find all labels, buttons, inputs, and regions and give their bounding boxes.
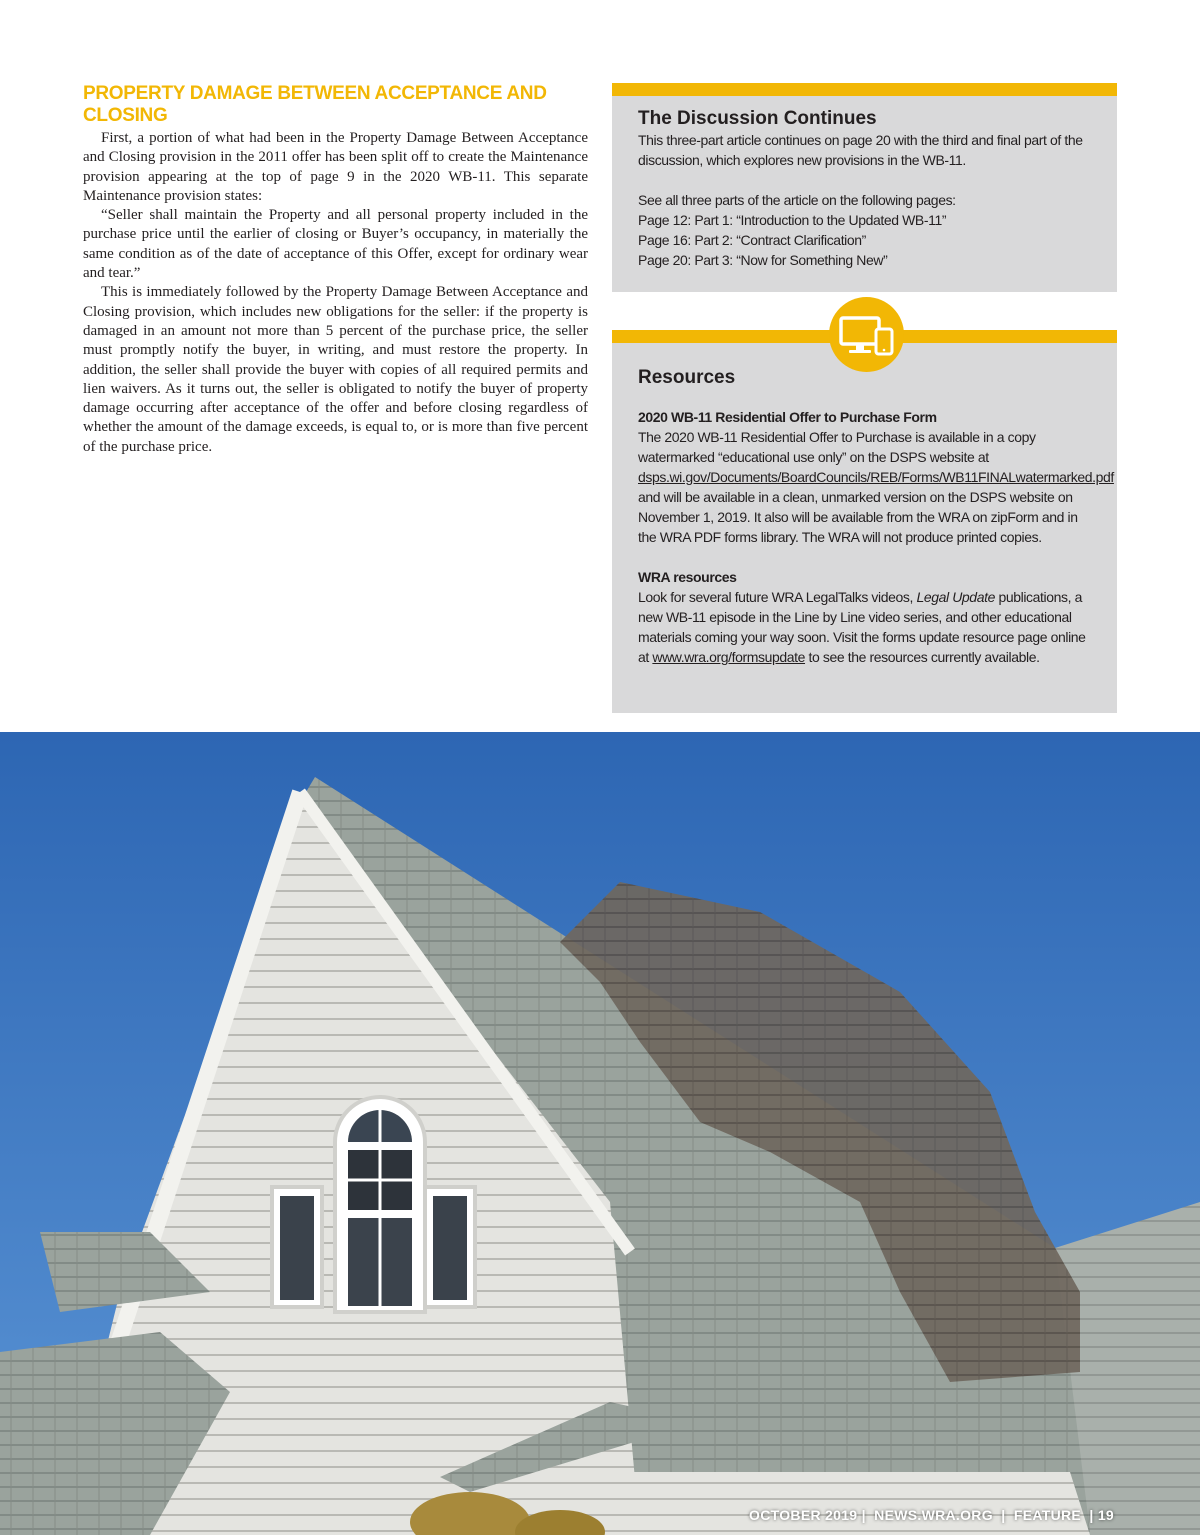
devices-icon xyxy=(829,297,904,372)
dsps-link[interactable]: dsps.wi.gov/Documents/BoardCouncils/REB/Forms/WB11FINALwatermarked.pdf xyxy=(638,469,1114,485)
form-description: The 2020 WB-11 Residential Offer to Purchase is available in a copy watermarked “educational use only” on the DSPS website at dsps.wi.gov/Documents/BoardCouncils/REB/Forms/WB11FINALwatermarked.pdf and will be available in a clean, unmarked version on the DSPS website on November 1, 2019. It also will be available from the WRA on zipForm and in the WRA PDF forms library. The WRA will not produce printed copies. xyxy=(638,429,1114,545)
article-column xyxy=(83,83,588,457)
house-roof-photo xyxy=(0,732,1200,1535)
resources-box xyxy=(612,330,1117,713)
wra-resources-description: Look for several future WRA LegalTalks videos, Legal Update publications, a new WB-11 episode in the Line by Line video series, and other educational materials coming your way soon. Visit the forms update resource page online at www.wra.org/formsupdate to see the resources currently available. xyxy=(638,589,1086,665)
discussion-accent-stripe xyxy=(612,83,1117,96)
discussion-box xyxy=(612,83,1117,292)
formsupdate-link[interactable]: www.wra.org/formsupdate xyxy=(652,649,806,665)
article-heading: PROPERTY DAMAGE BETWEEN ACCEPTANCE AND CLOSING xyxy=(83,83,547,126)
wra-resources-heading: WRA resources xyxy=(638,569,737,585)
discussion-part-3: Page 20: Part 3: “Now for Something New” xyxy=(638,252,888,268)
discussion-part-2: Page 16: Part 2: “Contract Clarification” xyxy=(638,232,866,248)
discussion-title: The Discussion Continues xyxy=(638,108,877,129)
article-paragraph-2: “Seller shall maintain the Property and all personal property included in the purchase price until the earlier of closing or Buyer’s occupancy, in materially the same condition as of the date of acceptance of this Offer, except for ordinary wear and tear.” xyxy=(83,207,588,282)
resources-title: Resources xyxy=(638,367,736,388)
article-body xyxy=(83,129,588,457)
discussion-see-all: See all three parts of the article on the following pages: xyxy=(638,192,956,208)
discussion-part-1: Page 12: Part 1: “Introduction to the Updated WB-11” xyxy=(638,212,947,228)
discussion-intro: This three-part article continues on page 20 with the third and final part of the discussion, which explores new provisions in the WB-11. xyxy=(638,132,1083,168)
article-paragraph-3: This is immediately followed by the Property Damage Between Acceptance and Closing provision, which includes new obligations for the seller: if the property is damaged in an amount not more than 5 percent of the purchase price, the seller must promptly notify the buyer, in writing, and must restore the property. In addition, the seller shall provide the buyer with copies of all required permits and lien waivers. As it turns out, the seller is obligated to notify the buyer of property damage occurring after acceptance of the offer and before closing regardless of whether the amount of the damage exceeds, is equal to, or is more than five percent of the purchase price. xyxy=(83,284,588,455)
article-paragraph-1: First, a portion of what had been in the Property Damage Between Acceptance and Closing provision in the 2011 offer has been split off to create the Maintenance provision appearing at the top of page 9 in the 2020 WB-11. This separate Maintenance provision states: xyxy=(83,130,588,204)
page-footer: OCTOBER 2019 | NEWS.WRA.ORG | FEATURE | 19 xyxy=(749,1507,1114,1523)
form-heading: 2020 WB-11 Residential Offer to Purchase Form xyxy=(638,409,937,425)
